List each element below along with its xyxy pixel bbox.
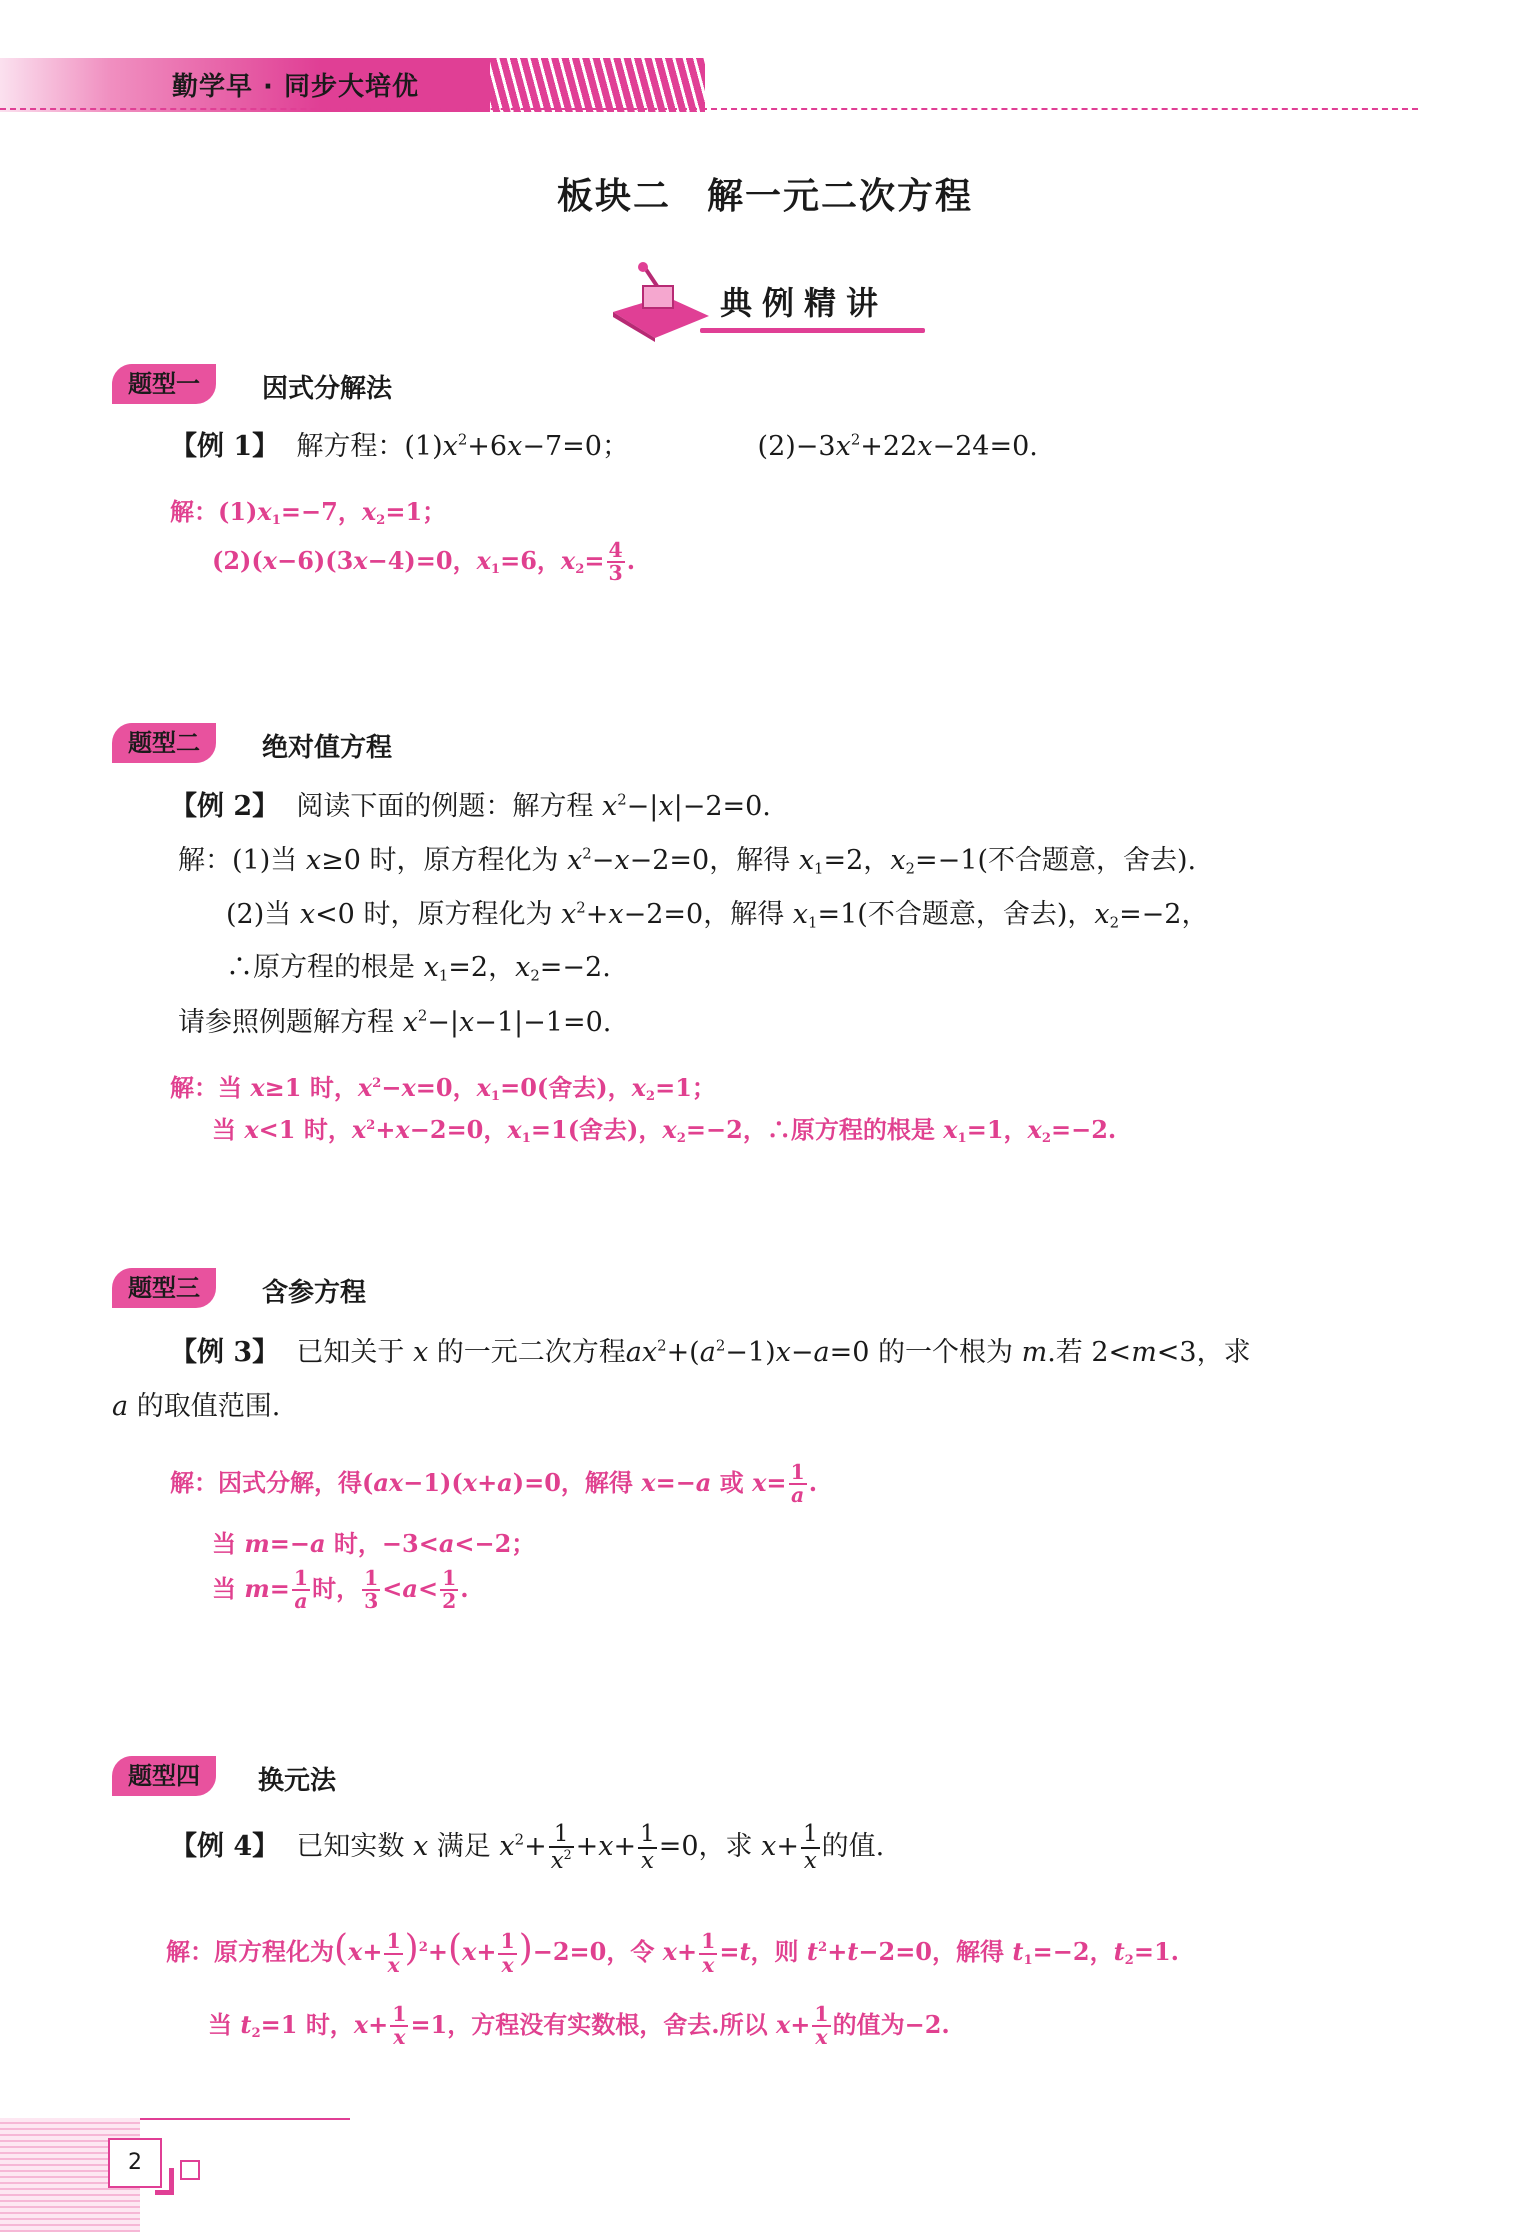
- type-title-3: 含参方程: [262, 1278, 367, 1308]
- example-2-solution-1: 解：(1)当 x≥0 时，原方程化为 $x^2-x-2=0$，解得 $x_1=2$，$x_2=-1$(不合题意，舍去).: [178, 844, 1197, 878]
- header-divider: [0, 108, 1418, 110]
- example-2-answer-2: 当 x<1 时，$x^2+x-2=0$，$x_1=1$(舍去)，$x_2=-2$，∴原方程的根是 $x_1=1$，$x_2=-2$.: [212, 1115, 1117, 1146]
- example-3-answer-1: 解：因式分解，得(ax−1)(x+a)=0，解得 x=−a 或 x= $\frac{1}{a}$ .: [170, 1460, 818, 1508]
- type-title-1: 因式分解法: [262, 374, 393, 404]
- page-number: 2: [108, 2138, 162, 2188]
- example-3-question-2: a 的取值范围.: [112, 1391, 281, 1422]
- example-2-solution-2: (2)当 x<0 时，原方程化为 $x^2+x-2=0$，解得 $x_1=1$(不合题意，舍去)，$x_2=-2$，: [226, 898, 1209, 932]
- type-tag-4: 题型四: [112, 1756, 216, 1796]
- page-title-part1: 板块二: [556, 175, 671, 217]
- example-1-answer-2: (2)(x−6)(3x−4)=0，$x_1=6$，$x_2=$ $\frac{4}{3}$ .: [212, 538, 636, 586]
- example-2-task: 请参照例题解方程 $x^2-|x-1|-1=0$.: [178, 1006, 612, 1038]
- example-3-question-1: 【例 3】 已知关于 x 的一元二次方程$ax^2+(a^2-1)x-a=0$ 的一个根为 m.若 2<m<3，求: [170, 1336, 1251, 1368]
- example-label: 【例 3】: [170, 1337, 280, 1368]
- page-title: [0, 168, 1530, 219]
- type-title-4: 换元法: [258, 1766, 337, 1796]
- square-icon: [180, 2160, 200, 2180]
- section-underline: [700, 328, 925, 333]
- example-4-answer-2: 当 $t_2=1$ 时，x+ $\frac{1}{x}$ =1，方程没有实数根，舍去.所以 x+ $\frac{1}{x}$ 的值为−2.: [208, 2002, 950, 2050]
- header-stripes: [490, 58, 705, 112]
- example-2-solution-3: ∴原方程的根是 $x_1=2$，$x_2=-2$.: [226, 952, 611, 985]
- example-2-question: 【例 2】 阅读下面的例题：解方程 $x^2-|x|-2=0$.: [170, 790, 771, 822]
- footer-rule: [140, 2118, 350, 2120]
- type-tag-2: 题型二: [112, 723, 216, 763]
- example-label: 【例 1】: [170, 431, 280, 462]
- example-1-question: 【例 1】 解方程：$(1)x^2+6x-7=0$； $(2)-3x^2+22x-24=0$.: [170, 430, 1038, 462]
- example-3-answer-3: 当 m= $\frac{1}{a}$ 时， $\frac{1}{3}$ <a< $\frac{1}{2}$ .: [212, 1566, 469, 1614]
- example-3-answer-2: 当 m=−a 时，−3<a<−2；: [212, 1529, 536, 1558]
- example-label: 【例 2】: [170, 791, 280, 822]
- header-title: 勤学早 · 同步大培优: [172, 72, 419, 102]
- example-4-answer-1: 解：原方程化为(x+ $\frac{1}{x}$ )$^2$+(x+ $\frac{1}{x}$ )−2=0，令 x+ $\frac{1}{x}$ =t，则 $t^2+t-2=0$，解得 $t_1=-2$，$t_2=1$.: [166, 1928, 1180, 1977]
- example-4-question: 【例 4】 已知实数 x 满足 $x^2+$ $\frac{1}{x^2}$ +x+ $\frac{1}{x}$ =0，求 x+ $\frac{1}{x}$ 的值.: [170, 1821, 885, 1874]
- type-tag-3: 题型三: [112, 1268, 216, 1308]
- section-title: 典例精讲: [720, 284, 889, 322]
- page-corner-mark: [155, 2168, 174, 2195]
- example-label: 【例 4】: [170, 1831, 280, 1863]
- type-tag-1: 题型一: [112, 364, 216, 404]
- example-2-answer-1: 解：当 x≥1 时，$x^2-x=0$，$x_1=0$(舍去)，$x_2=1$；: [170, 1073, 716, 1104]
- example-1-answer-1: 解：$(1)x_1=-7$，$x_2=1$；: [170, 497, 447, 528]
- type-title-2: 绝对值方程: [262, 733, 393, 763]
- page-title-part2: 解一元二次方程: [707, 175, 974, 217]
